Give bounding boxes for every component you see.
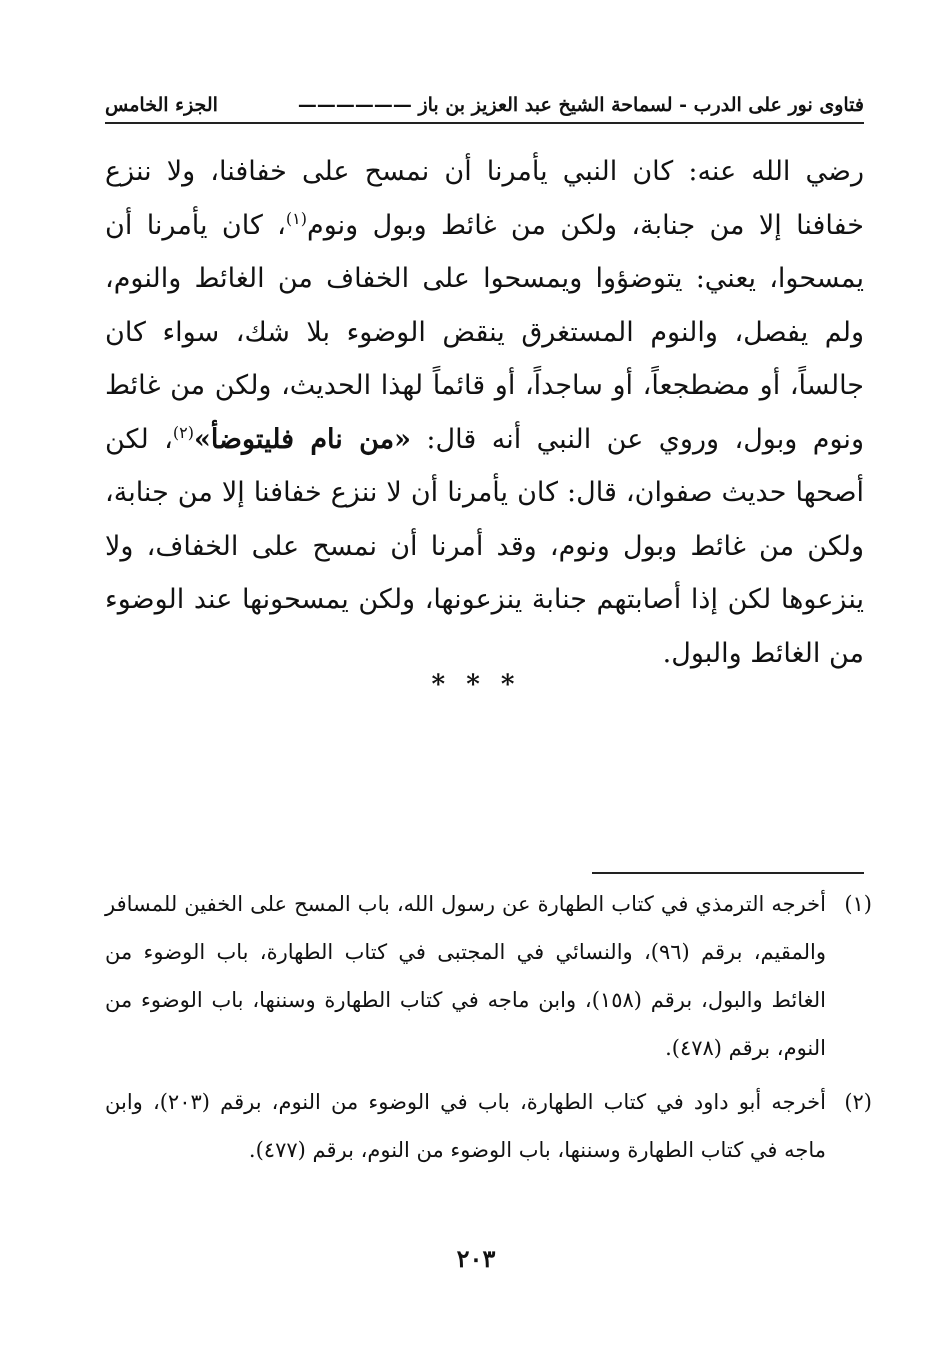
text-segment-3: ، لكن أصحها حديث صفوان، قال: كان يأمرنا أن لا ننزع خفافنا إلا من جنابة، ولكن من غائط وبول ونوم، وقد أمرنا أن نمسح على الخفاف، ولا ينزعوها لكن إذا أصابتهم جنابة ينزعونها، ولكن يمسحونها عند الوضوء من الغائط والبول. — [105, 423, 864, 669]
running-header — [105, 88, 864, 124]
text-segment-2: ، كان يأمرنا أن يمسحوا، يعني: يتوضؤوا ويمسحوا على الخفاف من الغائط والنوم، ولم يفصل، والنوم المستغرق ينقض الوضوء بلا شك، سواء كان جالساً، أو مضطجعاً، أو ساجداً، أو قائماً لهذا الحديث، ولكن من غائط ونوم وبول، وروي عن النبي أنه قال: — [105, 209, 864, 455]
hadith-quote: «من نام فليتوضأ» — [193, 423, 411, 455]
main-paragraph — [105, 145, 864, 680]
text-segment-1: رضي الله عنه: كان النبي يأمرنا أن نمسح على خفافنا، ولا ننزع خفافنا إلا من جنابة، ولكن من غائط وبول ونوم — [105, 156, 864, 241]
footnote-text: أخرجه الترمذي في كتاب الطهارة عن رسول الله، باب المسح على الخفين للمسافر والمقيم، برقم (٩٦)، والنسائي في المجتبى في كتاب الطهارة، باب الوضوء من الغائط والبول، برقم (١٥٨)، وابن ماجه في كتاب الطهارة وسننها، باب الوضوء من النوم، برقم (٤٧٨). — [105, 892, 826, 1060]
header-dash: —————— — [297, 94, 412, 116]
footnote-number: (٢) — [844, 1090, 872, 1114]
header-volume: الجزء الخامس — [105, 94, 218, 116]
footnotes — [105, 880, 872, 1180]
footnote-rule — [592, 872, 864, 874]
footnote-text: أخرجه أبو داود في كتاب الطهارة، باب في الوضوء من النوم، برقم (٢٠٣)، وابن ماجه في كتاب الطهارة وسننها، باب الوضوء من النوم، برقم (٤٧٧). — [105, 1090, 826, 1162]
footnote-ref-2: (٢) — [172, 422, 194, 442]
header-book-title — [298, 94, 864, 116]
page-number: ٢٠٣ — [456, 1244, 496, 1273]
footnote-ref-1: (١) — [285, 208, 307, 228]
footnote-1 — [105, 880, 872, 1072]
footnote-number: (١) — [844, 892, 872, 916]
header-title-text: فتاوى نور على الدرب - لسماحة الشيخ عبد العزيز بن باز — [418, 94, 864, 116]
main-text — [105, 145, 864, 680]
section-separator: * * * — [431, 670, 521, 700]
footnote-2 — [105, 1078, 872, 1174]
